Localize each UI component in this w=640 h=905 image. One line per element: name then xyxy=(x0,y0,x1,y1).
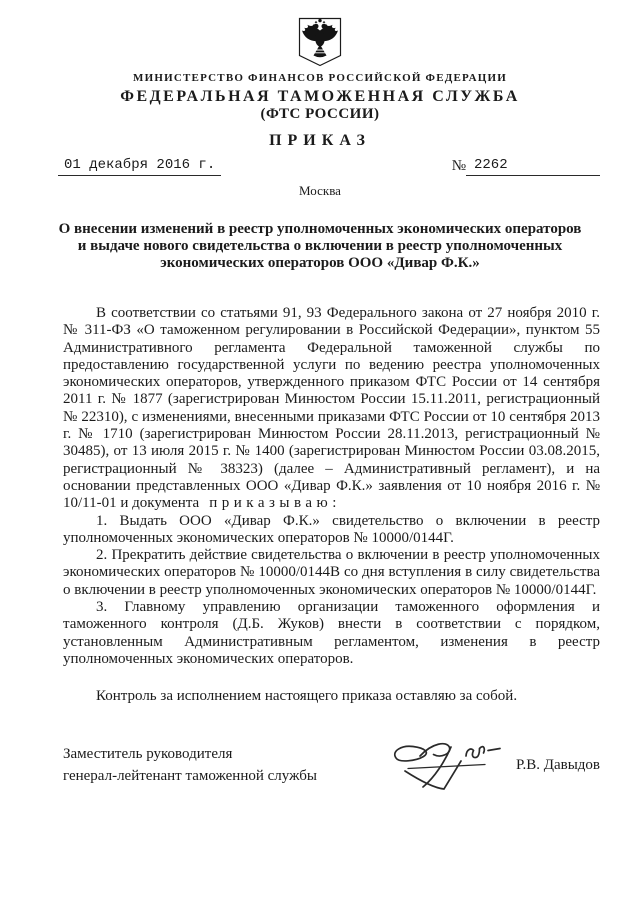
signature-block xyxy=(63,735,600,795)
title-line-2: и выдаче нового свидетельства о включении в реестр уполномоченных xyxy=(77,238,563,254)
number-sign: № xyxy=(451,158,466,174)
paragraph-item-2: 2. Прекратить действие свидетельства о включении в реестр уполномоченных экономических операторов № 10000/0144В со дня вступления в силу свидетельства о включении в реестр уполномоченных экономических операторов № 10000/0144Г. xyxy=(63,547,600,598)
document-type-heading: ПРИКАЗ xyxy=(269,132,371,149)
paragraph-item-3: 3. Главному управлению организации таможенного оформления и таможенного контроля (Д.Б. Жуков) внести в соответствии с порядком, установленным Административным регламентом, изменения в реестр уполномоченных экономических операторов. xyxy=(63,599,600,667)
document-date: 01 декабря 2016 г. xyxy=(58,157,221,176)
preamble-text: В соответствии со статьями 91, 93 Федерального закона от 27 ноября 2010 г. № 311-ФЗ «О таможенном регулировании в Российской Федерации», пунктом 55 Административного регламента Федеральной таможенной службы по предоставлению государственной услуги по ведению реестра уполномоченных экономических операторов, утвержденного приказом ФТС России от 14 сентября 2011 г. № 1877 (зарегистрирован Минюстом России 15.11.2011, регистрационный № 22310), с изменениями, внесенными приказами ФТС России от 10 сентября 2013 г. № 1710 (зарегистрирован Минюстом России 28.11.2013, регистрационный № 30485), от 13 июля 2015 г. № 1400 (зарегистрирован Минюстом России 03.08.2015, регистрационный № 38323) (далее – Административный регламент), и на основании представленных ООО «Дивар Ф.К.» заявления от 10 ноября 2016 г. № 10/11-01 и документа xyxy=(63,305,600,512)
date-number-row xyxy=(58,157,600,176)
document-number-group xyxy=(452,157,600,176)
signer-position-line-1: Заместитель руководителя xyxy=(63,746,233,763)
handwritten-signature-icon xyxy=(387,735,512,795)
ministry-name: МИНИСТЕРСТВО ФИНАНСОВ РОССИЙСКОЙ ФЕДЕРАЦИИ xyxy=(133,72,507,84)
document-title xyxy=(0,221,640,272)
paragraph-item-1: 1. Выдать ООО «Дивар Ф.К.» свидетельство о включении в реестр уполномоченных экономических операторов № 10000/0144Г. xyxy=(63,512,600,546)
signer-name: Р.В. Давыдов xyxy=(516,756,600,773)
document-number: 2262 xyxy=(466,157,600,176)
paragraph-preamble xyxy=(63,305,600,513)
coat-of-arms-icon xyxy=(298,17,342,67)
signer-position-line-2: генерал-лейтенант таможенной службы xyxy=(63,768,317,785)
title-line-3: экономических операторов ООО «Дивар Ф.К.» xyxy=(160,255,480,271)
control-clause: Контроль за исполнением настоящего приказа оставляю за собой. xyxy=(96,688,518,705)
title-line-1: О внесении изменений в реестр уполномоченных экономических операторов xyxy=(58,221,582,237)
document-body xyxy=(63,305,600,668)
order-verb: приказываю: xyxy=(209,495,341,512)
agency-name: ФЕДЕРАЛЬНАЯ ТАМОЖЕННАЯ СЛУЖБА xyxy=(120,88,520,105)
signer-position xyxy=(63,743,387,787)
issue-city: Москва xyxy=(299,183,341,198)
agency-abbreviation: (ФТС РОССИИ) xyxy=(260,106,380,122)
